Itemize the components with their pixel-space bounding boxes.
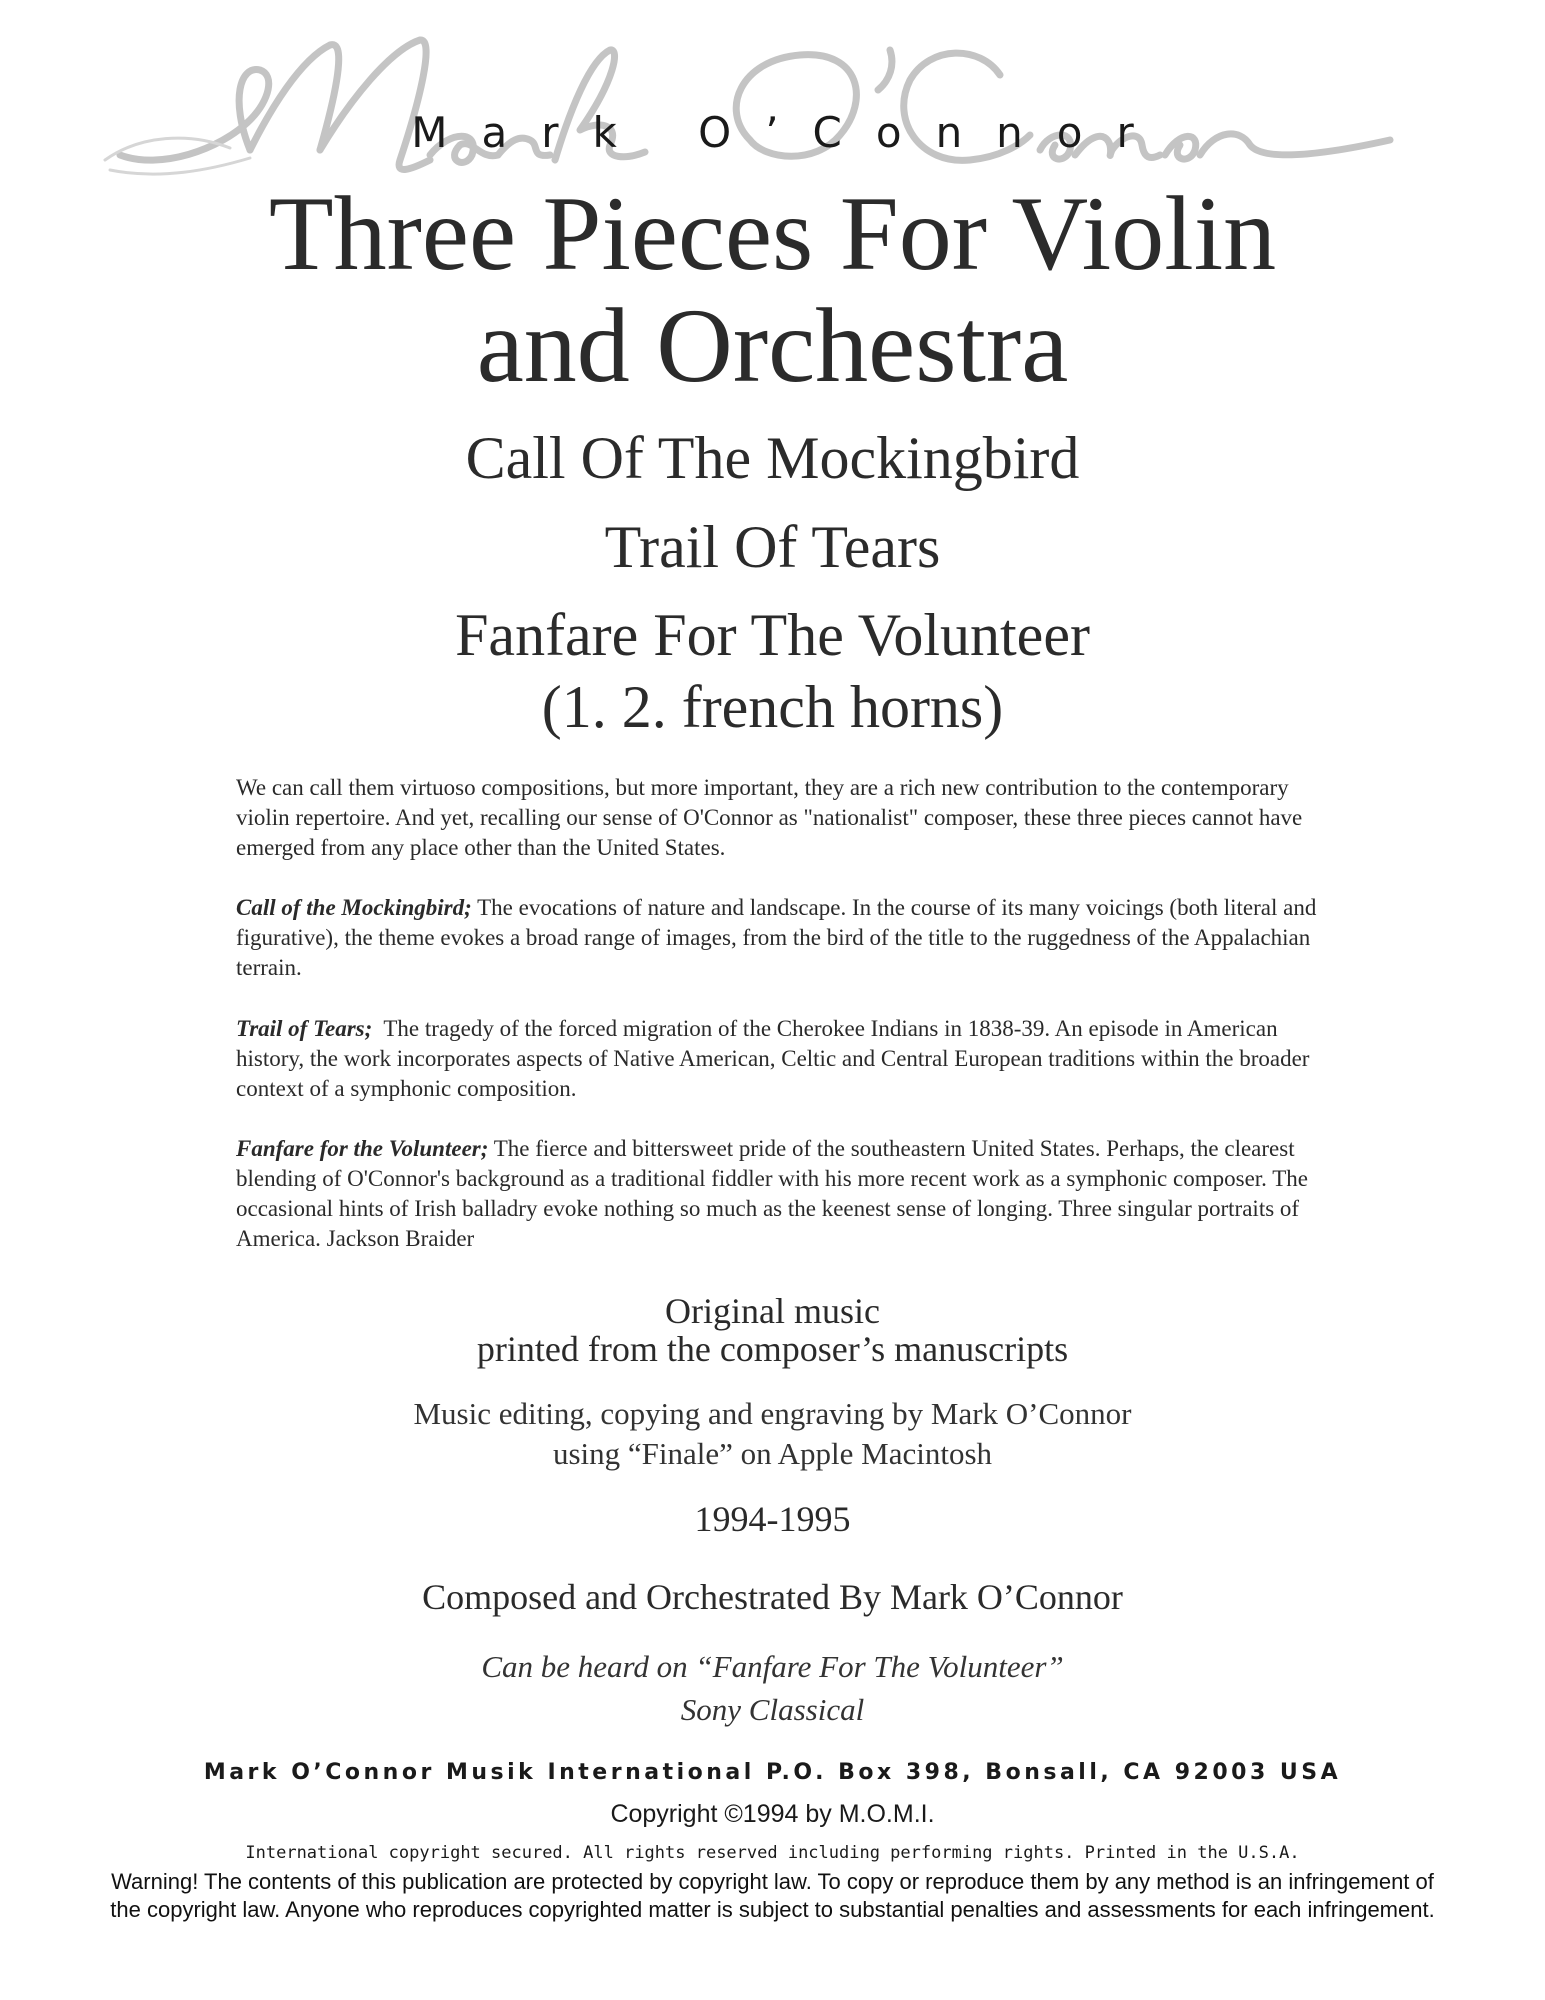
original-music-credit [0,1292,1545,1368]
editing-credit-line-2: using “Finale” on Apple Macintosh [552,1436,993,1471]
mockingbird-paragraph [236,893,1346,983]
title-line-1: Three Pieces For Violin [268,175,1277,292]
editing-credit-line-1: Music editing, copying and engraving by Mark O’Connor [413,1396,1132,1431]
piece-title-trail-of-tears: Trail Of Tears [604,514,941,580]
recording-credit-line-1: Can be heard on “Fanfare For The Volunteer” [481,1649,1064,1684]
page-title [0,175,1545,404]
mockingbird-paragraph-title: Call of the Mockingbird; [236,895,472,920]
title-line-2: and Orchestra [476,287,1069,404]
mockingbird-paragraph-text: The evocations of nature and landscape. In the course of its many voicings (both literal and figurative), the theme evokes a broad range of images, from the bird of the title to the ruggedness of the Appalachian terrain. [236,895,1317,980]
trail-of-tears-paragraph-title: Trail of Tears; [236,1016,373,1041]
piece-instrumentation-note: (1. 2. french horns) [541,674,1004,740]
fanfare-paragraph-text: The fierce and bittersweet pride of the southeastern United States. Perhaps, the clearest blending of O'Connor's background as a traditional fiddler with his more recent work as a symphonic composer. The occasional hints of Irish balladry evoke nothing so much as the keenest sense of longing. Three singular portraits of America. Jackson Braider [236,1136,1309,1251]
editing-credit [0,1394,1545,1474]
trail-of-tears-paragraph-text: The tragedy of the forced migration of the Cherokee Indians in 1838-39. An episode in American history, the work incorporates aspects of Native American, Celtic and Central European traditions within the broader context of a symphonic composition. [236,1016,1316,1101]
composition-years: 1994-1995 [694,1499,851,1539]
international-rights-notice: International copyright secured. All rights reserved including performing rights. Printed in the U.S.A. [245,1843,1300,1863]
original-music-line-2: printed from the composer’s manuscripts [476,1329,1069,1369]
intro-paragraph: We can call them virtuoso compositions, but more important, they are a rich new contribution to the contemporary violin repertoire. And yet, recalling our sense of O'Connor as "nationalist" composer, these three pieces cannot have emerged from any place other than the United States. [236,775,1303,860]
composed-by-credit: Composed and Orchestrated By Mark O’Connor [422,1577,1123,1617]
publisher-address: Mark O’Connor Musik International P.O. Box 398, Bonsall, CA 92003 USA [203,1760,1342,1785]
recording-credit [0,1645,1545,1731]
original-music-line-1: Original music [665,1291,880,1331]
recording-credit-line-2: Sony Classical [680,1692,865,1727]
fanfare-paragraph [236,1134,1346,1254]
copyright-warning: Warning! The contents of this publication are protected by copyright law. To copy or reproduce them by any method is an infringement of the copyright law. Anyone who reproduces copyrighted matter is subject to substantial penalties and assessments for each infringement. [110,1869,1435,1922]
piece-title-mockingbird: Call Of The Mockingbird [465,425,1080,491]
composer-name-heading: Mark O’Connor [411,108,1168,157]
copyright-notice: Copyright ©1994 by M.O.M.I. [610,1800,935,1828]
piece-title-fanfare: Fanfare For The Volunteer [455,602,1090,668]
trail-of-tears-paragraph [236,1014,1346,1104]
fanfare-paragraph-title: Fanfare for the Volunteer; [236,1136,489,1161]
